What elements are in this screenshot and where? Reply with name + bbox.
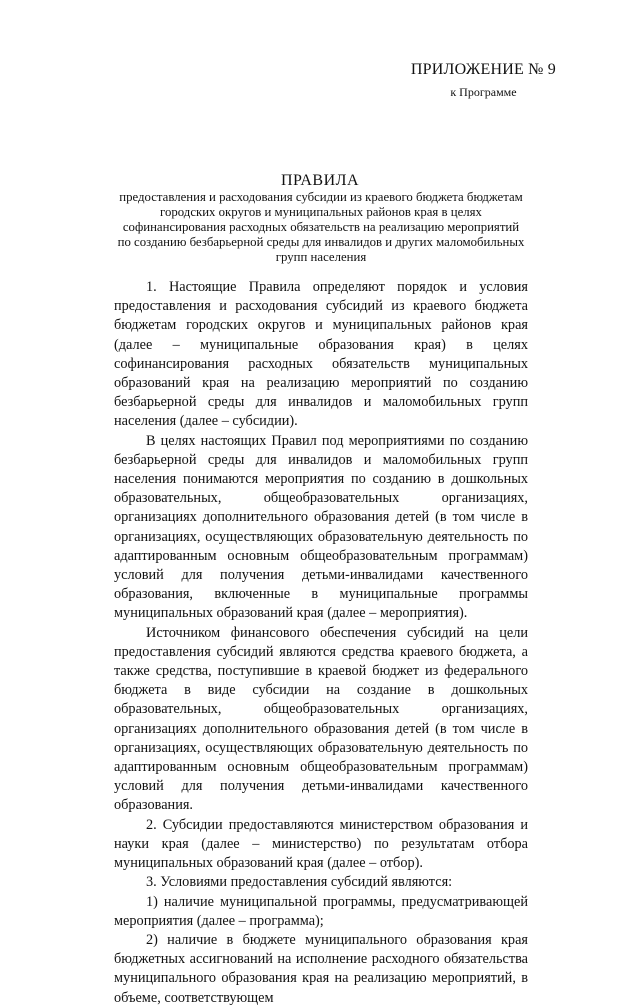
paragraph: В целях настоящих Правил под мероприятиями по созданию безбарьерной среды для инвалидов и маломобильных групп населения понимаются мероприятия по созданию в дошкольных образовательных, общеобразовательных организациях, организациях дополнительного образования детей (в том числе в организациях, осуществляющих образовательную деятельность по адаптированным основным общеобразовательным программам) условий для получения детьми-инвалидами качественного образования, включенные в муниципальные программы муниципальных образований края (далее – мероприятия). bbox=[114, 432, 528, 622]
appendix-reference: к Программе bbox=[450, 85, 517, 99]
paragraph: 1. Настоящие Правила определяют порядок и условия предоставления и расходования субсидий из краевого бюджета бюджетам городских округов и муниципальных районов края (далее – муниципальные образования края) в целях софинансирования расходных обязательств муниципальных образований края на реализацию мероприятий по созданию безбарьерной среды для инвалидов и маломобильных групп населения (далее – субсидии). bbox=[114, 279, 528, 430]
paragraph: 2) наличие в бюджете муниципального образования края бюджетных ассигнований на исполнение расходного обязательства муниципального образования края на реализацию мероприятий, в объеме, соответствующем bbox=[114, 931, 528, 1006]
document-subtitle: предоставления и расходования субсидии из краевого бюджета бюджетам городских округов и муниципальных районов края в целях софинансирования расходных обязательств на реализацию мероприятий по созданию безбарьерной среды для инвалидов и других маломобильных групп населения bbox=[117, 190, 525, 264]
document-body bbox=[114, 278, 528, 1008]
document-title: ПРАВИЛА bbox=[280, 172, 360, 189]
paragraph: 3. Условиями предоставления субсидий являются: bbox=[146, 874, 453, 891]
paragraph: Источником финансового обеспечения субсидий на цели предоставления субсидий являются средства краевого бюджета, а также средства, поступившие в краевой бюджет из федерального бюджета в виде субсидии на создание в дошкольных образовательных, общеобразовательных организациях, организациях дополнительного образования детей (в том числе в организациях, осуществляющих образовательную деятельность по адаптированным основным общеобразовательным программам) условий для получения детьми-инвалидами качественного образования. bbox=[114, 624, 528, 814]
appendix-number: ПРИЛОЖЕНИЕ № 9 bbox=[410, 61, 556, 78]
paragraph: 1) наличие муниципальной программы, предусматривающей мероприятия (далее – программа); bbox=[114, 893, 528, 929]
paragraph: 2. Субсидии предоставляются министерством образования и науки края (далее – министерство) по результатам отбора муниципальных образований края (далее – отбор). bbox=[114, 816, 528, 872]
appendix-header bbox=[411, 60, 556, 100]
